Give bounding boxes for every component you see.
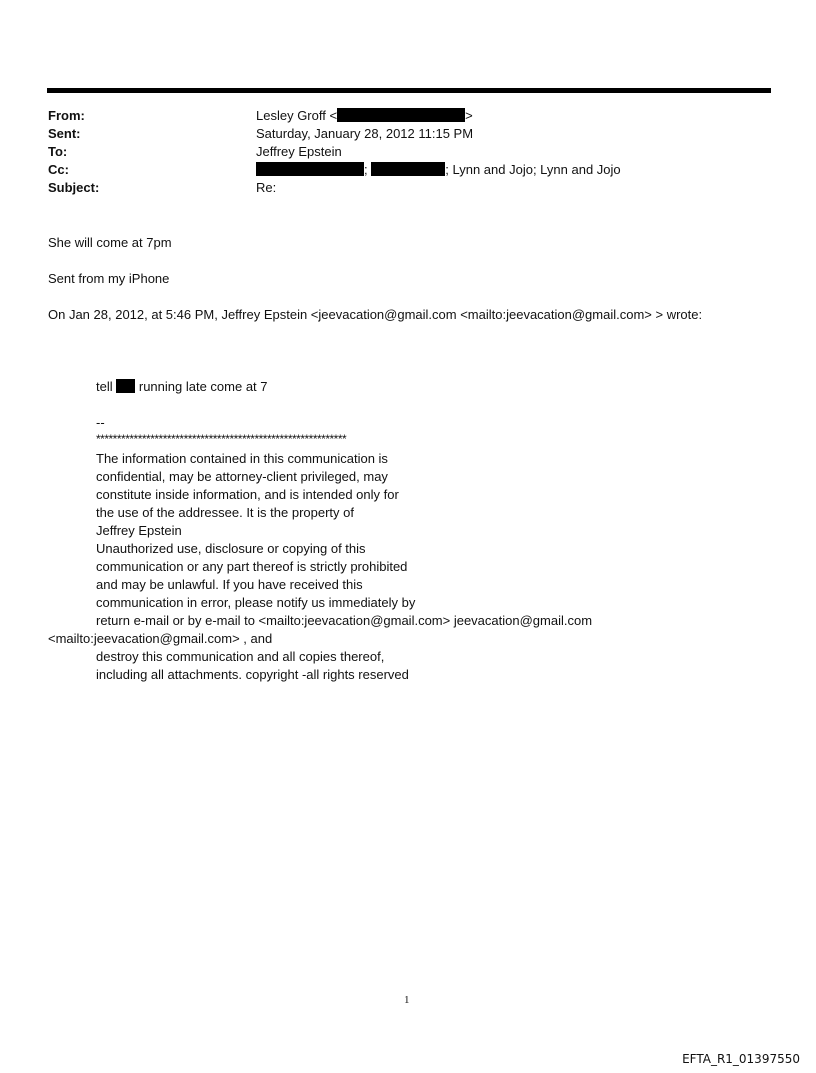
sent-label: Sent: (48, 126, 81, 141)
redaction-box (371, 162, 445, 176)
cc-label: Cc: (48, 162, 69, 177)
to-label: To: (48, 144, 68, 159)
subject-label: Subject: (48, 180, 100, 195)
page-number: 1 (404, 994, 410, 1006)
redaction-box (116, 379, 135, 393)
disclaimer-wrap-line: <mailto:jeevacation@gmail.com> , and (48, 631, 273, 646)
signature-dash: -- (96, 415, 105, 430)
disclaimer-line: communication or any part thereof is strictly prohibited (96, 559, 408, 574)
quote-header: On Jan 28, 2012, at 5:46 PM, Jeffrey Epstein <jeevacation@gmail.com <mailto:jeevacation@gmail.com> > wrote: (48, 307, 703, 322)
sent-value: Saturday, January 28, 2012 11:15 PM (256, 126, 474, 141)
signature-stars: ************************************************************ (96, 432, 347, 446)
redaction-box (256, 162, 364, 176)
document-id: EFTA_R1_01397550 (682, 1052, 800, 1066)
body-line: Sent from my iPhone (48, 271, 170, 286)
disclaimer-line: destroy this communication and all copies thereof, (96, 649, 385, 664)
disclaimer-line: including all attachments. copyright -all rights reserved (96, 667, 409, 682)
cc-rest: ; Lynn and Jojo; Lynn and Jojo (445, 162, 621, 177)
quote-tell: tell (96, 379, 113, 394)
from-close: > (465, 108, 473, 123)
disclaimer-line: Jeffrey Epstein (96, 523, 182, 538)
quote-rest: running late come at 7 (138, 379, 268, 394)
disclaimer-line: return e-mail or by e-mail to <mailto:jeevacation@gmail.com> jeevacation@gmail.com (96, 613, 593, 628)
disclaimer-line: communication in error, please notify us immediately by (96, 595, 416, 610)
disclaimer-line: and may be unlawful. If you have received this (96, 577, 363, 592)
to-value: Jeffrey Epstein (256, 144, 342, 159)
disclaimer-line: The information contained in this communication is (96, 451, 388, 466)
from-name: Lesley Groff < (256, 108, 338, 123)
disclaimer-line: the use of the addressee. It is the property of (96, 505, 354, 520)
redaction-box (337, 108, 465, 122)
header-rule (47, 88, 771, 93)
body-line: She will come at 7pm (48, 235, 172, 250)
subject-value: Re: (256, 180, 277, 195)
cc-separator: ; (364, 162, 368, 177)
disclaimer-line: confidential, may be attorney-client privileged, may (96, 469, 388, 484)
disclaimer-line: constitute inside information, and is intended only for (96, 487, 399, 502)
quoted-message (96, 378, 268, 396)
from-value (256, 107, 473, 125)
cc-value (256, 161, 621, 179)
disclaimer-line: Unauthorized use, disclosure or copying of this (96, 541, 366, 556)
from-label: From: (48, 108, 85, 123)
